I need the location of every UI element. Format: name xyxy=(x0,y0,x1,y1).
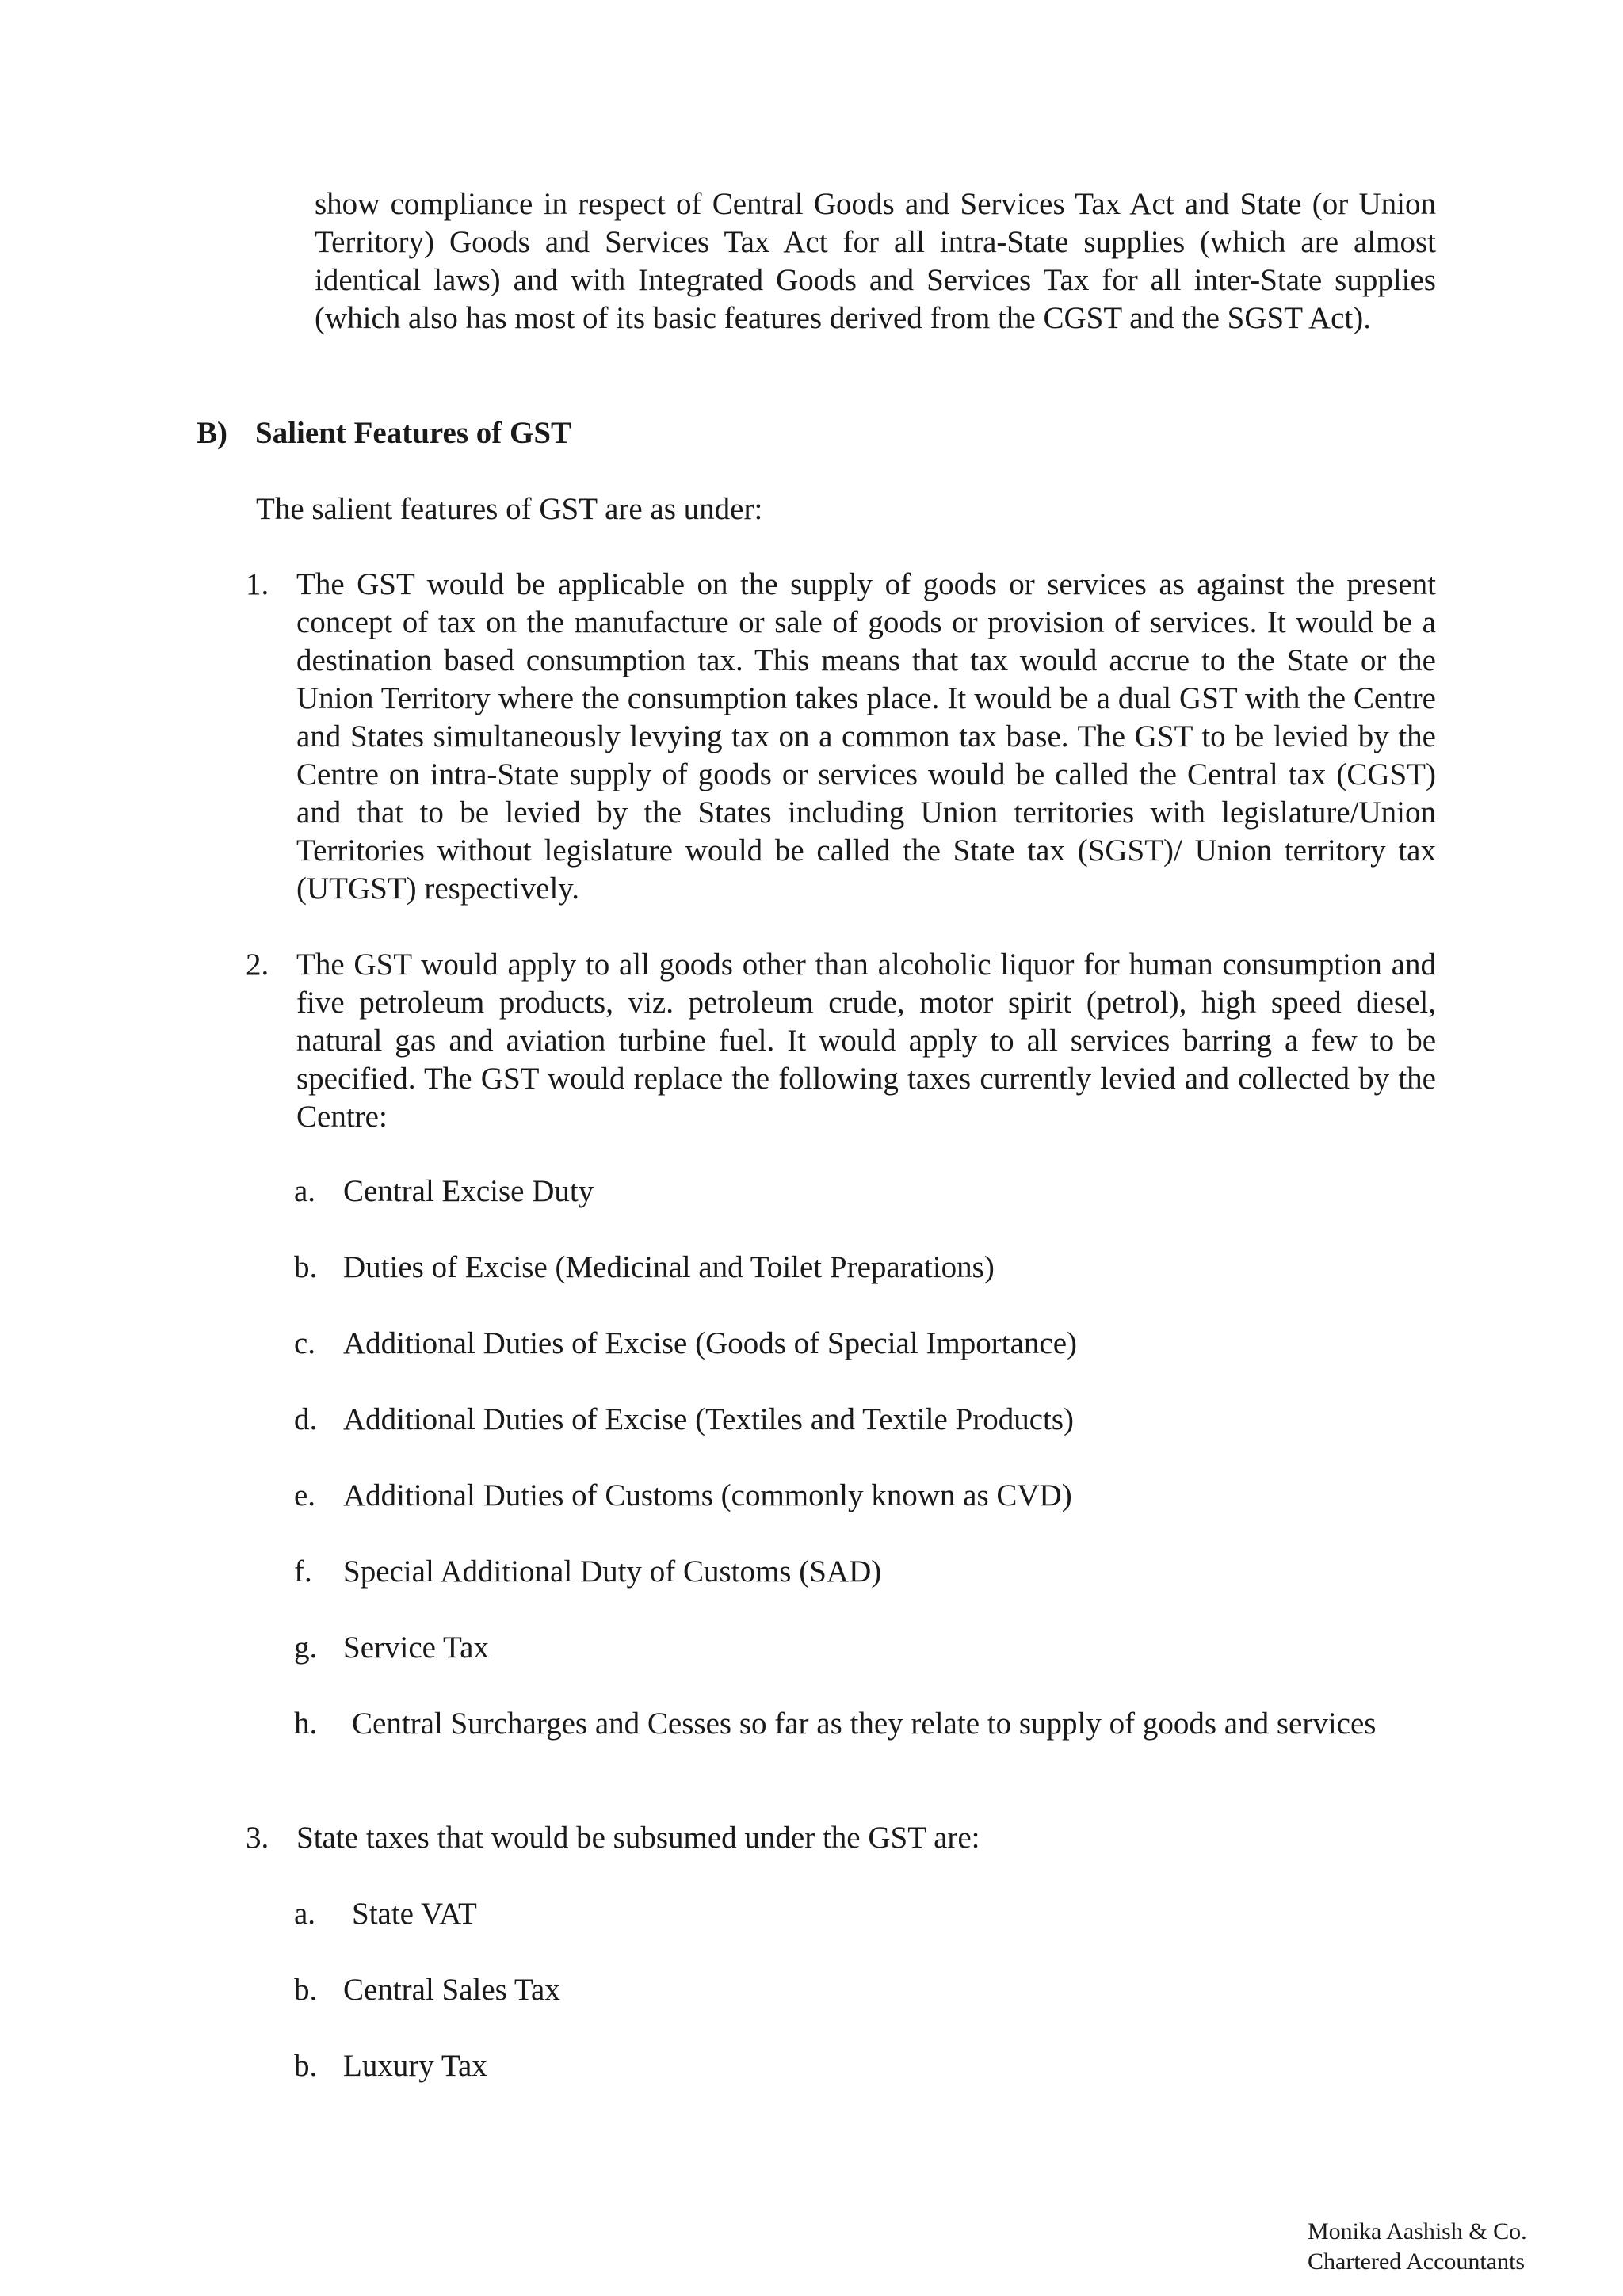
list-item xyxy=(294,1553,1436,1591)
list-item-letter: e. xyxy=(294,1478,316,1512)
list-item xyxy=(294,2047,1436,2085)
list-item-letter: a. xyxy=(294,1174,316,1208)
item-text: State taxes that would be subsumed under the GST are: xyxy=(296,1821,980,1855)
item-text: The GST would be applicable on the supply of goods or services as against the present concept of tax on the manufacture or sale of goods or provision of services. It would be a destination based consumption tax. This means that tax would accrue to the State or the Union Territory where the consumption takes place. It would be a dual GST with the Centre and States simultaneously levying tax on a common tax base. The GST to be levied by the Centre on intra-State supply of goods or services would be called the Central tax (CGST) and that to be levied by the States including Union territories with legislature/Union Territories without legislature would be called the State tax (SGST)/ Union territory tax (UTGST) respectively. xyxy=(296,567,1436,906)
item-number: 3. xyxy=(246,1821,269,1855)
list-item-letter: b. xyxy=(294,1250,318,1284)
footer-firm-name: Monika Aashish & Co. xyxy=(1308,2218,1527,2245)
list-item-text: State VAT xyxy=(352,1897,477,1931)
item-number: 1. xyxy=(246,567,269,601)
item-number: 2. xyxy=(246,948,269,982)
list-item xyxy=(294,1477,1436,1515)
list-item-text: Additional Duties of Excise (Textiles and Textile Products) xyxy=(343,1402,1075,1436)
list-item xyxy=(294,1971,1436,2009)
numbered-item-1 xyxy=(246,566,1436,908)
list-item xyxy=(294,1895,1436,1933)
list-item-text: Central Sales Tax xyxy=(343,1973,560,2007)
numbered-item-3 xyxy=(246,1819,1436,1857)
list-item-text: Central Excise Duty xyxy=(343,1174,594,1208)
section-lead: The salient features of GST are as under: xyxy=(256,492,763,526)
list-item xyxy=(294,1249,1436,1287)
numbered-item-2 xyxy=(246,946,1436,1136)
intro-paragraph: show compliance in respect of Central Goods and Services Tax Act and State (or Union Territory) Goods and Services Tax Act for all intra-State supplies (which are almost identical laws) and with Integrated Goods and Services Tax for all inter-State supplies (which also has most of its basic features derived from the CGST and the SGST Act). xyxy=(315,187,1436,335)
page-footer xyxy=(1308,2217,1527,2277)
list-item xyxy=(294,1325,1436,1363)
list-item-letter: c. xyxy=(294,1326,316,1360)
list-item-letter: f. xyxy=(294,1554,312,1589)
list-item xyxy=(294,1705,1436,1743)
section-marker: B) xyxy=(197,416,227,450)
list-item-text: Central Surcharges and Cesses so far as they relate to supply of goods and services xyxy=(352,1707,1377,1741)
list-item-text: Luxury Tax xyxy=(343,2049,487,2083)
item-text: The GST would apply to all goods other than alcoholic liquor for human consumption and five petroleum products, viz. petroleum crude, motor spirit (petrol), high speed diesel, natural gas and aviation turbine fuel. It would apply to all services barring a few to be specified. The GST would replace the following taxes currently levied and collected by the Centre: xyxy=(296,948,1436,1134)
list-item-text: Duties of Excise (Medicinal and Toilet Preparations) xyxy=(343,1250,995,1284)
list-item-letter: d. xyxy=(294,1402,318,1436)
footer-designation: Chartered Accountants xyxy=(1308,2248,1526,2275)
list-item-letter: g. xyxy=(294,1630,318,1665)
section-heading xyxy=(197,414,571,452)
section-title: Salient Features of GST xyxy=(255,416,572,450)
list-item-letter: a. xyxy=(294,1897,316,1931)
list-item-letter: h. xyxy=(294,1707,318,1741)
list-item xyxy=(294,1401,1436,1439)
list-item-text: Additional Duties of Excise (Goods of Special Importance) xyxy=(343,1326,1078,1360)
list-item xyxy=(294,1173,1436,1211)
list-item-letter: b. xyxy=(294,1973,318,2007)
list-item xyxy=(294,1629,1436,1667)
list-item-letter: b. xyxy=(294,2049,318,2083)
list-item-text: Additional Duties of Customs (commonly known as CVD) xyxy=(343,1478,1072,1512)
list-item-text: Service Tax xyxy=(343,1630,489,1665)
list-item-text: Special Additional Duty of Customs (SAD) xyxy=(343,1554,882,1589)
